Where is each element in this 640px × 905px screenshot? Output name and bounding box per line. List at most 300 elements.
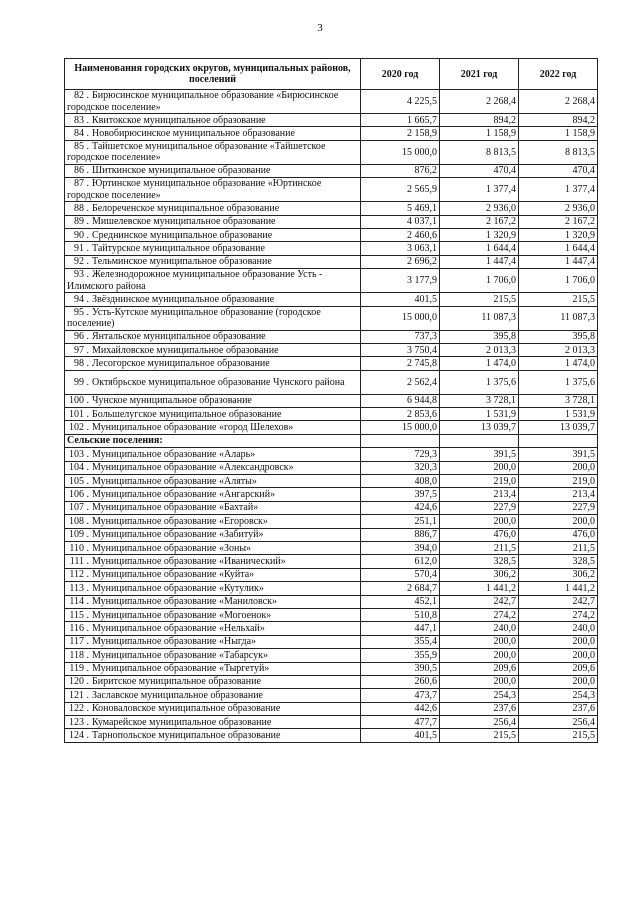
value-2020: 3 063,1 (361, 242, 440, 255)
row-number: 106 . (69, 489, 89, 501)
row-name-cell (65, 635, 361, 648)
table-row (65, 528, 598, 541)
value-2022: 3 728,1 (519, 394, 598, 407)
value-2022: 476,0 (519, 528, 598, 541)
table-row (65, 202, 598, 215)
value-2021: 200,0 (440, 635, 519, 648)
row-name: Муниципальное образование «Могоенок» (92, 609, 272, 621)
row-name: Усть-Кутское муниципальное образование (городское поселение) (67, 306, 321, 330)
value-2022: 1 447,4 (519, 255, 598, 268)
row-name-cell (65, 215, 361, 228)
row-number: 107 . (69, 502, 89, 514)
value-2020: 477,7 (361, 716, 440, 729)
value-2022: 470,4 (519, 164, 598, 177)
value-2020: 2 853,6 (361, 408, 440, 421)
row-number: 101 . (69, 408, 89, 420)
row-name-cell (65, 164, 361, 177)
row-number: 90 . (74, 229, 89, 241)
row-name-cell (65, 306, 361, 330)
value-2022: 1 644,4 (519, 242, 598, 255)
value-2021: 3 728,1 (440, 394, 519, 407)
row-number: 111 . (69, 555, 89, 567)
row-name-cell (65, 114, 361, 127)
table-row (65, 90, 598, 114)
row-name: Октябрьское муниципальное образование Чунского района (92, 376, 345, 388)
row-name-cell (65, 448, 361, 461)
row-number: 100 . (69, 395, 89, 407)
row-number: 99 . (74, 376, 89, 388)
value-2021: 1 158,9 (440, 127, 519, 140)
table-row (65, 475, 598, 488)
value-2021: 200,0 (440, 649, 519, 662)
table-row (65, 164, 598, 177)
value-2021: 211,5 (440, 541, 519, 554)
row-number: 113 . (69, 582, 89, 594)
row-number: 115 . (69, 609, 89, 621)
row-name-cell (65, 475, 361, 488)
value-2022: 200,0 (519, 461, 598, 474)
row-number: 120 . (69, 676, 89, 688)
table-row (65, 568, 598, 581)
value-2021: 227,9 (440, 501, 519, 514)
table-row (65, 515, 598, 528)
header-name: Наименования городских округов, муниципальных районов, поселений (65, 59, 361, 90)
value-2020: 2 158,9 (361, 127, 440, 140)
value-2022: 274,2 (519, 608, 598, 621)
value-2020: 2 684,7 (361, 582, 440, 595)
row-name: Муниципальное образование «Аляты» (92, 475, 257, 487)
value-2020: 394,0 (361, 541, 440, 554)
value-2020: 4 225,5 (361, 90, 440, 114)
row-name: Муниципальное образование «Кутулик» (92, 582, 264, 594)
row-name: Муниципальное образование «Нельхай» (92, 622, 265, 634)
row-number: 93 . (74, 269, 89, 281)
value-2021: 391,5 (440, 448, 519, 461)
value-2020: 886,7 (361, 528, 440, 541)
row-name: Муниципальное образование «город Шелехов» (92, 422, 294, 434)
value-2020: 3 750,4 (361, 343, 440, 356)
row-name: Тарнопольское муниципальное образование (92, 730, 281, 742)
row-name-cell (65, 649, 361, 662)
row-name: Тельминское муниципальное образование (92, 256, 272, 268)
table-row (65, 394, 598, 407)
value-2022: 200,0 (519, 635, 598, 648)
value-2022: 242,7 (519, 595, 598, 608)
row-name: Звёзднинское муниципальное образование (92, 293, 275, 305)
value-2020: 15 000,0 (361, 306, 440, 330)
row-number: 85 . (74, 141, 89, 153)
section-heading-row (65, 434, 598, 447)
row-name: Квитокское муниципальное образование (92, 114, 266, 126)
row-number: 88 . (74, 202, 89, 214)
value-2021: 1 441,2 (440, 582, 519, 595)
row-name-cell (65, 228, 361, 241)
value-2020: 2 696,2 (361, 255, 440, 268)
value-2020: 260,6 (361, 675, 440, 688)
value-2021: 213,4 (440, 488, 519, 501)
table-row (65, 461, 598, 474)
row-name-cell (65, 269, 361, 293)
row-name: Янтальское муниципальное образование (92, 331, 266, 343)
value-2021: 8 813,5 (440, 140, 519, 164)
value-2021: 1 375,6 (440, 370, 519, 394)
row-number: 94 . (74, 293, 89, 305)
value-2022: 894,2 (519, 114, 598, 127)
table-row (65, 228, 598, 241)
row-name-cell (65, 689, 361, 702)
value-2022: 200,0 (519, 675, 598, 688)
value-2021: 470,4 (440, 164, 519, 177)
header-2020: 2020 год (361, 59, 440, 90)
value-2021: 200,0 (440, 515, 519, 528)
value-2022: 2 268,4 (519, 90, 598, 114)
value-2022: 227,9 (519, 501, 598, 514)
table-row (65, 689, 598, 702)
value-2021: 1 377,4 (440, 178, 519, 202)
row-name: Муниципальное образование «Александровск» (92, 462, 294, 474)
value-2022: 2 936,0 (519, 202, 598, 215)
row-name: Кумарейское муниципальное образование (92, 716, 272, 728)
row-number: 112 . (69, 569, 89, 581)
value-2021: 200,0 (440, 675, 519, 688)
table-header-row (65, 59, 598, 90)
row-name: Тайшетское муниципальное образование «Тайшетское городское поселение» (67, 141, 326, 164)
row-number: 83 . (74, 114, 89, 126)
value-2020: 2 562,4 (361, 370, 440, 394)
row-name: Коноваловское муниципальное образование (92, 703, 281, 715)
row-name: Муниципальное образование «Ныгда» (92, 636, 257, 648)
empty-cell (519, 434, 598, 447)
value-2022: 256,4 (519, 716, 598, 729)
table-row (65, 488, 598, 501)
row-name-cell (65, 127, 361, 140)
row-name-cell (65, 595, 361, 608)
value-2020: 473,7 (361, 689, 440, 702)
row-name-cell (65, 421, 361, 434)
row-name-cell (65, 140, 361, 164)
value-2021: 2 936,0 (440, 202, 519, 215)
value-2021: 2 167,2 (440, 215, 519, 228)
value-2021: 219,0 (440, 475, 519, 488)
value-2022: 13 039,7 (519, 421, 598, 434)
table-row (65, 716, 598, 729)
value-2021: 13 039,7 (440, 421, 519, 434)
value-2020: 424,6 (361, 501, 440, 514)
page-number: 3 (317, 22, 323, 34)
row-name-cell (65, 178, 361, 202)
table-row (65, 622, 598, 635)
value-2021: 2 013,3 (440, 343, 519, 356)
row-name: Биритское муниципальное образование (92, 676, 261, 688)
value-2021: 1 706,0 (440, 269, 519, 293)
row-number: 109 . (69, 529, 89, 541)
table-row (65, 729, 598, 742)
row-number: 105 . (69, 475, 89, 487)
table-row (65, 293, 598, 306)
empty-cell (361, 434, 440, 447)
value-2021: 1 644,4 (440, 242, 519, 255)
row-name-cell (65, 242, 361, 255)
row-name-cell (65, 488, 361, 501)
table-row (65, 702, 598, 715)
table-row (65, 242, 598, 255)
row-name: Муниципальное образование «Аларь» (92, 448, 256, 460)
row-name-cell (65, 541, 361, 554)
table-row (65, 330, 598, 343)
row-number: 98 . (74, 357, 89, 369)
value-2020: 355,9 (361, 649, 440, 662)
row-number: 116 . (69, 622, 89, 634)
table-row (65, 662, 598, 675)
table-row (65, 448, 598, 461)
table-row (65, 635, 598, 648)
value-2022: 395,8 (519, 330, 598, 343)
value-2021: 476,0 (440, 528, 519, 541)
row-number: 119 . (69, 663, 89, 675)
value-2022: 1 474,0 (519, 357, 598, 370)
value-2022: 11 087,3 (519, 306, 598, 330)
value-2021: 395,8 (440, 330, 519, 343)
value-2022: 213,4 (519, 488, 598, 501)
value-2020: 876,2 (361, 164, 440, 177)
value-2021: 209,6 (440, 662, 519, 675)
value-2022: 2 167,2 (519, 215, 598, 228)
table-row (65, 370, 598, 394)
row-name-cell (65, 568, 361, 581)
table-row (65, 357, 598, 370)
value-2020: 6 944,8 (361, 394, 440, 407)
row-name-cell (65, 255, 361, 268)
value-2022: 1 320,9 (519, 228, 598, 241)
row-name: Заславское муниципальное образование (92, 689, 263, 701)
value-2021: 256,4 (440, 716, 519, 729)
value-2020: 401,5 (361, 729, 440, 742)
row-name: Муниципальное образование «Бахтай» (92, 502, 259, 514)
table-row (65, 541, 598, 554)
section-heading: Сельские поселения: (65, 434, 361, 447)
table-row (65, 306, 598, 330)
value-2021: 1 320,9 (440, 228, 519, 241)
row-name-cell (65, 729, 361, 742)
row-name: Чунское муниципальное образование (92, 395, 252, 407)
row-name: Мишелевское муниципальное образование (92, 216, 276, 228)
value-2021: 1 474,0 (440, 357, 519, 370)
value-2022: 1 706,0 (519, 269, 598, 293)
row-number: 96 . (74, 331, 89, 343)
value-2021: 1 447,4 (440, 255, 519, 268)
value-2022: 1 375,6 (519, 370, 598, 394)
value-2020: 15 000,0 (361, 421, 440, 434)
table-row (65, 343, 598, 356)
value-2020: 570,4 (361, 568, 440, 581)
row-number: 92 . (74, 256, 89, 268)
table-row (65, 255, 598, 268)
row-name: Муниципальное образование «Табарсук» (92, 649, 268, 661)
row-name-cell (65, 555, 361, 568)
table-row (65, 555, 598, 568)
row-name-cell (65, 90, 361, 114)
row-name-cell (65, 293, 361, 306)
empty-cell (440, 434, 519, 447)
value-2021: 254,3 (440, 689, 519, 702)
row-number: 121 . (69, 689, 89, 701)
row-name-cell (65, 662, 361, 675)
row-name: Муниципальное образование «Иванический» (92, 555, 286, 567)
row-number: 110 . (69, 542, 89, 554)
value-2020: 390,5 (361, 662, 440, 675)
value-2022: 2 013,3 (519, 343, 598, 356)
row-name: Юртинское муниципальное образование «Юртинское городское поселение» (67, 178, 322, 201)
value-2020: 355,4 (361, 635, 440, 648)
value-2022: 240,0 (519, 622, 598, 635)
value-2022: 1 531,9 (519, 408, 598, 421)
row-name-cell (65, 330, 361, 343)
row-number: 104 . (69, 462, 89, 474)
row-name: Новобирюсинское муниципальное образование (92, 127, 295, 139)
row-name: Лесогорское муниципальное образование (92, 357, 270, 369)
row-name: Среднинское муниципальное образование (92, 229, 273, 241)
value-2020: 447,1 (361, 622, 440, 635)
value-2020: 452,1 (361, 595, 440, 608)
value-2022: 254,3 (519, 689, 598, 702)
value-2021: 1 531,9 (440, 408, 519, 421)
row-name-cell (65, 702, 361, 715)
value-2021: 894,2 (440, 114, 519, 127)
value-2020: 4 037,1 (361, 215, 440, 228)
value-2022: 1 441,2 (519, 582, 598, 595)
value-2020: 737,3 (361, 330, 440, 343)
table-row (65, 608, 598, 621)
row-number: 118 . (69, 649, 89, 661)
row-name-cell (65, 501, 361, 514)
table-row (65, 595, 598, 608)
table-row (65, 127, 598, 140)
value-2022: 209,6 (519, 662, 598, 675)
row-number: 108 . (69, 515, 89, 527)
row-number: 95 . (74, 306, 89, 318)
row-number: 97 . (74, 344, 89, 356)
value-2020: 729,3 (361, 448, 440, 461)
row-number: 87 . (74, 178, 89, 190)
value-2022: 328,5 (519, 555, 598, 568)
row-name: Муниципальное образование «Маниловск» (92, 596, 277, 608)
value-2022: 306,2 (519, 568, 598, 581)
row-name: Железнодорожное муниципальное образование Усть - Илимского района (67, 269, 323, 292)
value-2021: 237,6 (440, 702, 519, 715)
value-2021: 2 268,4 (440, 90, 519, 114)
row-name-cell (65, 582, 361, 595)
value-2022: 1 158,9 (519, 127, 598, 140)
row-name-cell (65, 608, 361, 621)
row-name-cell (65, 408, 361, 421)
value-2021: 200,0 (440, 461, 519, 474)
row-name-cell (65, 675, 361, 688)
table-row (65, 421, 598, 434)
value-2022: 237,6 (519, 702, 598, 715)
row-name-cell (65, 528, 361, 541)
row-name-cell (65, 343, 361, 356)
value-2020: 408,0 (361, 475, 440, 488)
value-2022: 1 377,4 (519, 178, 598, 202)
row-number: 82 . (74, 90, 89, 102)
value-2022: 200,0 (519, 649, 598, 662)
row-number: 117 . (69, 636, 89, 648)
row-name-cell (65, 622, 361, 635)
table-row (65, 269, 598, 293)
header-2022: 2022 год (519, 59, 598, 90)
value-2020: 2 460,6 (361, 228, 440, 241)
row-name: Муниципальное образование «Тыргетуй» (92, 663, 270, 675)
row-name: Муниципальное образование «Зоны» (92, 542, 252, 554)
value-2022: 8 813,5 (519, 140, 598, 164)
value-2020: 510,8 (361, 608, 440, 621)
value-2020: 442,6 (361, 702, 440, 715)
row-name: Муниципальное образование «Ангарский» (92, 489, 276, 501)
row-name: Большелугское муниципальное образование (92, 408, 282, 420)
row-name: Шиткинское муниципальное образование (92, 165, 271, 177)
row-name: Белореченское муниципальное образование (92, 202, 280, 214)
row-name: Муниципальное образование «Куйта» (92, 569, 255, 581)
table-row (65, 675, 598, 688)
row-name: Муниципальное образование «Забитуй» (92, 529, 264, 541)
row-name: Тайтурское муниципальное образование (92, 242, 265, 254)
value-2021: 11 087,3 (440, 306, 519, 330)
value-2021: 215,5 (440, 729, 519, 742)
row-number: 123 . (69, 716, 89, 728)
value-2020: 1 665,7 (361, 114, 440, 127)
value-2020: 2 745,8 (361, 357, 440, 370)
value-2021: 306,2 (440, 568, 519, 581)
row-number: 102 . (69, 422, 89, 434)
value-2020: 5 469,1 (361, 202, 440, 215)
value-2022: 215,5 (519, 729, 598, 742)
value-2021: 328,5 (440, 555, 519, 568)
value-2022: 391,5 (519, 448, 598, 461)
row-name-cell (65, 357, 361, 370)
row-name: Михайловское муниципальное образование (92, 344, 279, 356)
table-row (65, 649, 598, 662)
row-number: 84 . (74, 127, 89, 139)
value-2020: 612,0 (361, 555, 440, 568)
row-name: Муниципальное образование «Егоровск» (92, 515, 268, 527)
value-2020: 2 565,9 (361, 178, 440, 202)
table-row (65, 178, 598, 202)
value-2022: 215,5 (519, 293, 598, 306)
row-name-cell (65, 461, 361, 474)
value-2022: 211,5 (519, 541, 598, 554)
table-row (65, 140, 598, 164)
value-2020: 401,5 (361, 293, 440, 306)
value-2022: 200,0 (519, 515, 598, 528)
row-number: 114 . (69, 596, 89, 608)
budget-table (64, 58, 598, 743)
value-2020: 397,5 (361, 488, 440, 501)
table-row (65, 408, 598, 421)
value-2021: 240,0 (440, 622, 519, 635)
table-row (65, 215, 598, 228)
row-name-cell (65, 716, 361, 729)
value-2021: 215,5 (440, 293, 519, 306)
value-2020: 251,1 (361, 515, 440, 528)
table-row (65, 114, 598, 127)
row-name-cell (65, 370, 361, 394)
row-number: 122 . (69, 703, 89, 715)
value-2020: 320,3 (361, 461, 440, 474)
row-name: Бирюсинское муниципальное образование «Бирюсинское городское поселение» (67, 90, 339, 113)
row-number: 86 . (74, 165, 89, 177)
row-name-cell (65, 394, 361, 407)
value-2020: 15 000,0 (361, 140, 440, 164)
